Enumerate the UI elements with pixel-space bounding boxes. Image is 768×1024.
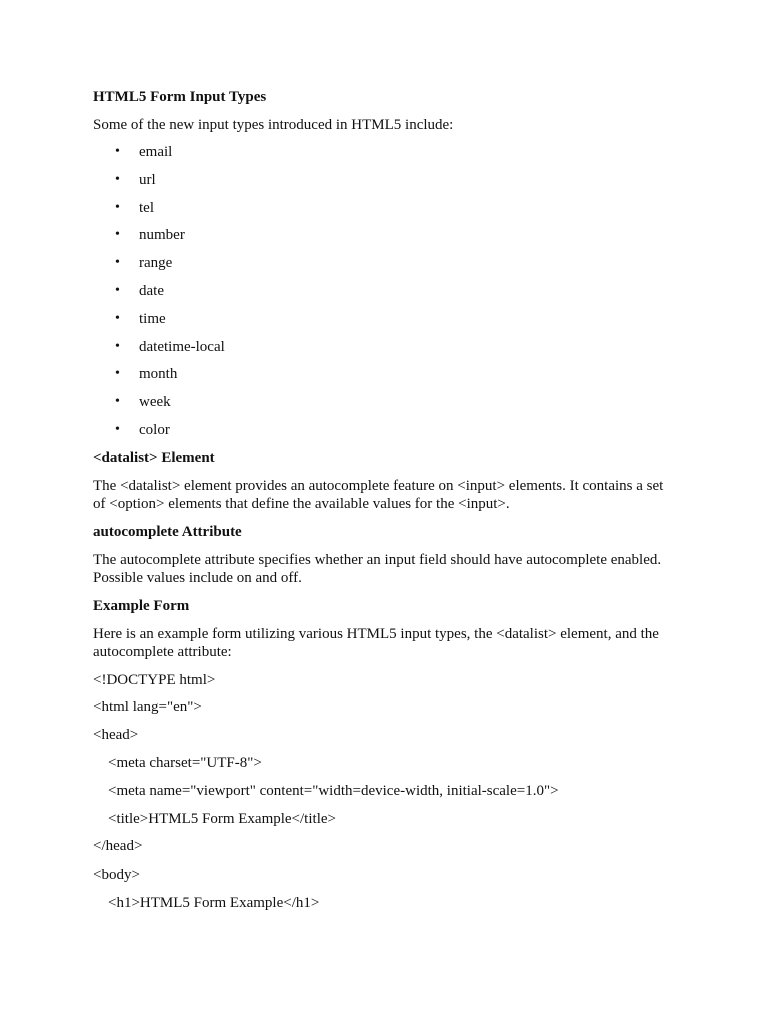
code-line: <meta charset="UTF-8">	[108, 755, 262, 771]
list-item: number	[139, 227, 185, 243]
page-title: HTML5 Form Input Types	[93, 89, 267, 105]
autocomplete-heading: autocomplete Attribute	[93, 524, 242, 540]
code-line: <!DOCTYPE html>	[93, 672, 216, 688]
bullet-icon: •	[115, 394, 120, 409]
intro-paragraph: Some of the new input types introduced in HTML5 include:	[93, 117, 454, 133]
code-line: <head>	[93, 727, 139, 743]
list-item: datetime-local	[139, 339, 225, 355]
list-item: range	[139, 255, 173, 271]
example-paragraph: Here is an example form utilizing various HTML5 input types, the <datalist> element, and the autocomplete attribute:	[93, 626, 659, 660]
code-line: </head>	[93, 838, 143, 854]
code-line: <html lang="en">	[93, 699, 202, 715]
bullet-icon: •	[115, 200, 120, 215]
code-line: <h1>HTML5 Form Example</h1>	[108, 895, 320, 911]
code-line: <meta name="viewport" content="width=device-width, initial-scale=1.0">	[108, 783, 559, 799]
datalist-heading: <datalist> Element	[93, 450, 215, 466]
example-heading: Example Form	[93, 598, 190, 614]
code-line: <title>HTML5 Form Example</title>	[108, 811, 336, 827]
list-item: color	[139, 422, 170, 438]
datalist-paragraph: The <datalist> element provides an autocomplete feature on <input> elements. It contains a set of <option> elements that define the available values for the <input>.	[93, 478, 664, 512]
list-item: tel	[139, 200, 154, 216]
autocomplete-paragraph: The autocomplete attribute specifies whether an input field should have autocomplete enabled. Possible values include on and off.	[93, 552, 662, 586]
list-item: date	[139, 283, 164, 299]
code-line: <body>	[93, 867, 140, 883]
bullet-icon: •	[115, 339, 120, 354]
bullet-icon: •	[115, 422, 120, 437]
bullet-icon: •	[115, 172, 120, 187]
list-item: email	[139, 144, 173, 160]
bullet-icon: •	[115, 366, 120, 381]
bullet-icon: •	[115, 144, 120, 159]
list-item: url	[139, 172, 156, 188]
list-item: time	[139, 311, 166, 327]
bullet-icon: •	[115, 255, 120, 270]
list-item: month	[139, 366, 178, 382]
list-item: week	[139, 394, 171, 410]
bullet-icon: •	[115, 227, 120, 242]
bullet-icon: •	[115, 311, 120, 326]
bullet-icon: •	[115, 283, 120, 298]
